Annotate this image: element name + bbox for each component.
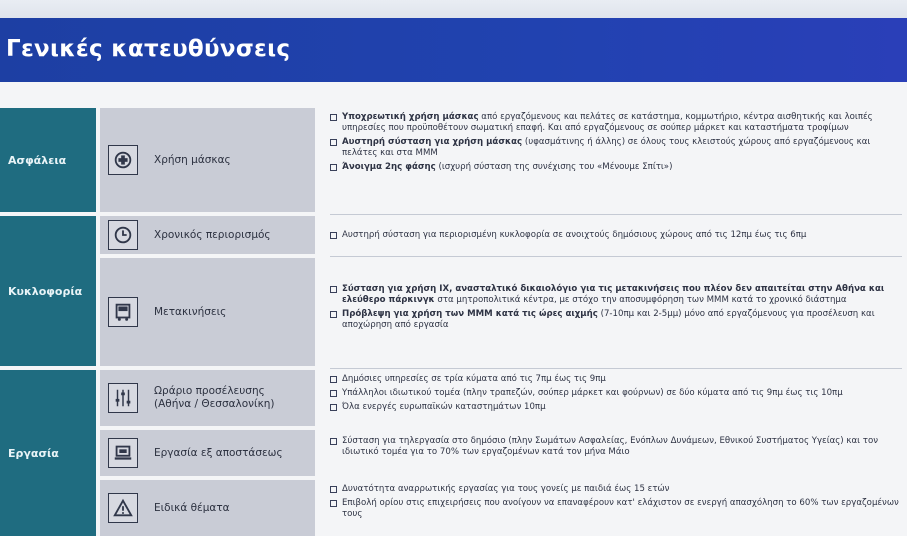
bullets-special — [330, 484, 902, 523]
item-label — [154, 385, 275, 411]
item-label: Μετακινήσεις — [154, 305, 227, 318]
item-label: Χρονικός περιορισμός — [154, 228, 271, 241]
bullet: Δυνατότητα αναρρωτικής εργασίας για τους γονείς με παιδιά έως 15 ετών — [330, 484, 902, 495]
title-bar — [0, 18, 907, 82]
divider — [330, 214, 902, 215]
page-title: Γενικές κατευθύνσεις — [6, 36, 291, 62]
item-label-line2: (Αθήνα / Θεσσαλονίκη) — [154, 398, 275, 410]
warning-icon — [108, 493, 138, 523]
item-label: Ειδικά θέματα — [154, 501, 230, 514]
clock-icon — [108, 220, 138, 250]
category-label: Κυκλοφορία — [8, 284, 83, 298]
bullet: Σύσταση για χρήση IX, ανασταλτικό δικαιολόγιο για τις μετακινήσεις που πλέον δεν απαιτείται στην Αθήνα και ελεύθερο πάρκινγκ στα μητροπολιτικά κέντρα, με στόχο την αποσυμφόρηση των ΜΜΜ κατά το χρονικό διάστημα — [330, 284, 902, 306]
item-label-line1: Ωράριο προσέλευσης — [154, 385, 265, 397]
bullet: Όλα ενεργές ευρωπαϊκών καταστημάτων 10πμ — [330, 402, 902, 413]
divider — [330, 256, 902, 257]
category-work — [0, 370, 96, 536]
category-label: Ασφάλεια — [8, 153, 67, 167]
item-mask — [100, 108, 315, 212]
item-label: Χρήση μάσκας — [154, 153, 231, 166]
bullet: Δημόσιες υπηρεσίες σε τρία κύματα από τις 7πμ έως τις 9πμ — [330, 374, 902, 385]
item-remote — [100, 430, 315, 476]
mask-icon — [108, 145, 138, 175]
bullet: Σύσταση για τηλεργασία στο δημόσιο (πλην Σωμάτων Ασφαλείας, Ενόπλων Δυνάμεων, Εθνικού Συστήματος Υγείας) και τον ιδιωτικό τομέα για το 70% των εργαζομένων κατά τον μήνα Μάιο — [330, 436, 902, 458]
item-time — [100, 216, 315, 254]
bullets-hours — [330, 374, 902, 416]
category-label: Εργασία — [8, 446, 59, 460]
bullet: Άνοιγμα 2ης φάσης (ισχυρή σύσταση της συνέχισης του «Μένουμε Σπίτι») — [330, 162, 902, 173]
sliders-icon — [108, 383, 138, 413]
top-strip — [0, 0, 907, 18]
category-safety — [0, 108, 96, 212]
bullet: Επιβολή ορίου στις επιχειρήσεις που ανοίγουν να επαναφέρουν κατ' ελάχιστον σε ενεργή απασχόληση το 60% των εργαζομένων τους — [330, 498, 902, 520]
laptop-icon — [108, 438, 138, 468]
item-hours — [100, 370, 315, 426]
bus-icon — [108, 297, 138, 327]
bullet: Υποχρεωτική χρήση μάσκας από εργαζόμενους και πελάτες σε κατάστημα, κομμωτήριο, κέντρα αισθητικής και λοιπές υπηρεσίες που προϋποθέτουν σωματική επαφή. Και από εργαζόμενους σε σούπερ μάρκετ και καταστήματα τροφίμων — [330, 112, 902, 134]
item-label: Εργασία εξ αποστάσεως — [154, 446, 283, 459]
bullets-remote — [330, 436, 902, 461]
item-moves — [100, 258, 315, 366]
bullets-moves — [330, 284, 902, 334]
bullets-time — [330, 230, 902, 244]
bullet: Αυστηρή σύσταση για περιορισμένη κυκλοφορία σε ανοιχτούς δημόσιους χώρους από τις 12πμ έως τις 6πμ — [330, 230, 902, 241]
bullets-mask — [330, 112, 902, 176]
category-traffic — [0, 216, 96, 366]
bullet: Υπάλληλοι ιδιωτικού τομέα (πλην τραπεζών, σούπερ μάρκετ και φούρνων) σε δύο κύματα από τις 9πμ έως τις 10πμ — [330, 388, 902, 399]
divider — [330, 368, 902, 369]
bullet: Πρόβλεψη για χρήση των ΜΜΜ κατά τις ώρες αιχμής (7-10πμ και 2-5μμ) μόνο από εργαζόμενους για προσέλευση και αποχώρηση από εργασία — [330, 309, 902, 331]
bullet: Αυστηρή σύσταση για χρήση μάσκας (υφασμάτινης ή άλλης) σε όλους τους κλειστούς χώρους από εργαζόμενους και πελάτες και στα ΜΜΜ — [330, 137, 902, 159]
guidelines-table — [0, 108, 907, 536]
item-special — [100, 480, 315, 536]
